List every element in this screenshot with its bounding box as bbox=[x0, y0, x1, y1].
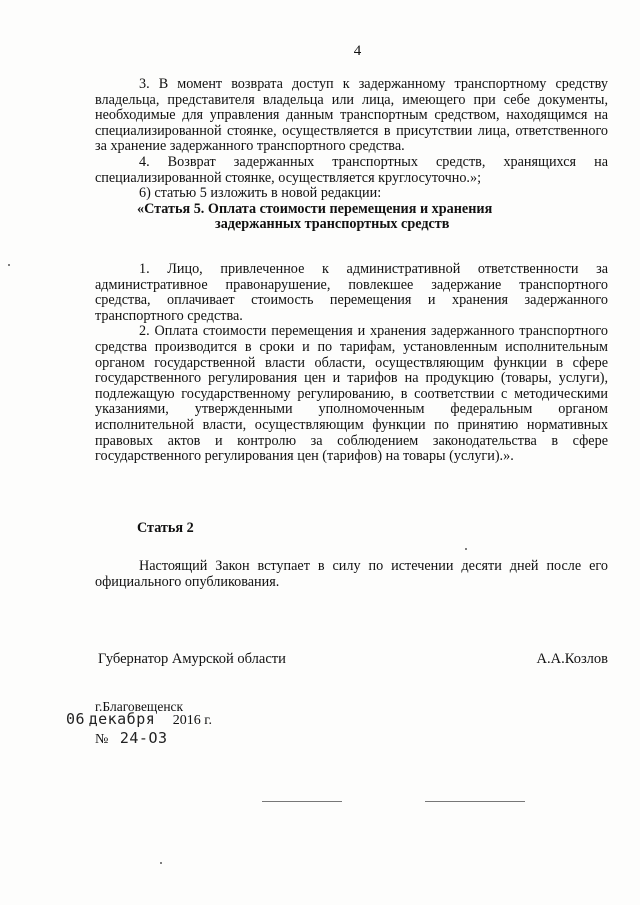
issue-year: 2016 г. bbox=[172, 713, 212, 728]
page-number: 4 bbox=[353, 43, 362, 59]
issue-day: 06 bbox=[66, 710, 86, 728]
article2-heading bbox=[95, 521, 608, 537]
issue-number-line bbox=[95, 731, 168, 748]
issue-number: 24-ОЗ bbox=[119, 729, 168, 747]
scan-artifact-line bbox=[425, 801, 525, 802]
article2-body bbox=[95, 559, 608, 590]
paragraph-point-4: 4. Возврат задержанных транспортных средств, хранящихся на специализированной стоянке, осуществляется круглосуточно.»; bbox=[95, 153, 608, 186]
article5-title-line2: задержанных транспортных средств bbox=[215, 216, 450, 233]
issue-month: декабря bbox=[88, 710, 156, 728]
issue-date bbox=[66, 712, 212, 729]
issue-number-label: № bbox=[95, 732, 109, 747]
paragraph-amendment-6: 6) статью 5 изложить в новой редакции: bbox=[139, 185, 382, 202]
article5-paragraph-1: 1. Лицо, привлеченное к административной ответственности за административное правонарушение, повлекшее задержание транспортного средства, оплачивает стоимость перемещения и хранения задержанного транспортного средства. bbox=[95, 261, 608, 324]
issue-place: г.Благовещенск bbox=[95, 699, 184, 714]
scan-artifact-speck bbox=[8, 264, 10, 266]
scan-artifact-line bbox=[262, 801, 342, 802]
article5-title-line1: «Статья 5. Оплата стоимости перемещения и хранения bbox=[137, 200, 493, 217]
scan-artifact-speck bbox=[465, 548, 467, 550]
article4-continuation bbox=[95, 77, 608, 233]
article5-title bbox=[95, 202, 608, 233]
signature-line bbox=[98, 652, 608, 668]
signatory-name: А.А.Козлов bbox=[536, 651, 608, 667]
article5-body bbox=[95, 262, 608, 465]
article5-paragraph-2: 2. Оплата стоимости перемещения и хранения задержанного транспортного средства производится в сроки и по тарифам, установленным исполнительным органом государственной власти области, осуществляющим функции в сфере государственного регулирования цен и тарифов на продукцию (товары, услуги), подлежащую государственному регулированию, в соответствии с методическими указаниями, утвержденными уполномоченным федеральным органом исполнительной власти, осуществляющим функции по принятию нормативных правовых актов и контролю за соблюдением законодательства в сфере государственного регулирования цен (тарифов) на товары (услуги).». bbox=[95, 323, 608, 465]
signatory-position: Губернатор Амурской области bbox=[98, 651, 286, 667]
article2-text: Настоящий Закон вступает в силу по истечении десяти дней после его официального опубликования. bbox=[95, 558, 608, 590]
scan-artifact-speck bbox=[160, 862, 162, 864]
paragraph-point-3: 3. В момент возврата доступ к задержанному транспортному средству владельца, представителя владельца или лица, имеющего при себе документы, необходимые для управления данным транспортным средством, находящимся на специализированной стоянке, осуществляется в присутствии лица, ответственного за хранение задержанного транспортного средства. bbox=[95, 76, 608, 155]
article2-title: Статья 2 bbox=[137, 520, 194, 536]
